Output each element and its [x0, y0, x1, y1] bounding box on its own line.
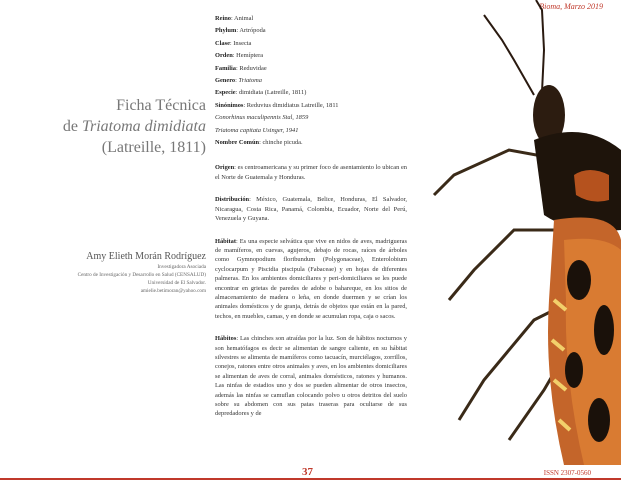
- author-university: Universidad de El Salvador.: [147, 280, 206, 286]
- author-email[interactable]: amielie.betimoran@yahoo.com: [140, 288, 206, 294]
- taxonomy-row: Clase: Insecta: [215, 39, 252, 47]
- taxonomy-row: Especie: dimidiata (Latreille, 1811): [215, 89, 307, 97]
- taxonomy-row: Reino: Animal: [215, 15, 254, 22]
- author-institution: Centro de Investigación y Desarrollo en Salud (CENSALUD): [77, 272, 206, 278]
- origin-paragraph: Origen: es centroamericana y su primer foco de asentamiento lo ubican en el Norte de Guatemala y Honduras.: [215, 164, 407, 181]
- kissing-bug-photo: [414, 0, 621, 465]
- taxonomy-row: Phylum: Artrópoda: [215, 27, 266, 35]
- insect-illustration: [414, 0, 621, 465]
- author-name: Amy Elieth Morán Rodríguez: [86, 251, 206, 262]
- title-line-1: Ficha Técnica: [116, 97, 206, 114]
- taxonomy-list: [215, 14, 407, 147]
- habits-paragraph: Hábitos: Las chinches son atraídas por la luz. Son de hábitos nocturnos y son hematófagos es decir se alimentan de sangre caliente, en su hábitat silvestres se alimenta de mamíferos como tacuacín, murciélagos, zorrillos, conejos, ratones entre otros animales y aves, en los ambientes domiciliares se alimentan de aves de corral, animales domésticos, ratones y humanos. Las ninfas de estadios uno y dos se pueden alimentar de otros insectos, además las ninfas se camuflan colocando polvo u otros detritos del suelo sobre su abdomen con sus patas traseras para ocultarse de sus depredadores y de: [215, 335, 408, 418]
- issn-label: ISSN 2307-0560: [543, 469, 591, 477]
- page-number: 37: [302, 466, 313, 478]
- taxonomy-row: Genero: Triatoma: [215, 77, 262, 85]
- taxonomy-row: Orden: Hemíptera: [215, 52, 264, 60]
- article-body: [215, 14, 407, 419]
- author-block: [78, 250, 206, 295]
- distribution-paragraph: Distribución: México, Guatemala, Belice, Honduras, El Salvador, Nicaragua, Costa Rica, Panamá, Colombia, Ecuador, Norte del Perú, Venezuela y Guyana.: [215, 196, 407, 223]
- title-line-3: (Latreille, 1811): [101, 139, 206, 156]
- title-line-2: de Triatoma dimidiata: [62, 118, 206, 135]
- synonym-row: Triatoma capitata Usinger, 1941: [215, 126, 299, 134]
- author-role: Investigadora Asociada: [157, 264, 206, 270]
- species-name: Triatoma dimidiata: [81, 118, 206, 135]
- article-title: [63, 95, 206, 158]
- journal-header: Bioma, Marzo 2019: [539, 2, 603, 11]
- taxonomy-row: Sinónimos: Reduvius dimidiatus Latreille, 1811: [215, 101, 339, 109]
- taxonomy-row: Familia: Reduvidae: [215, 64, 267, 72]
- synonym-row: Conorhinus maculipennis Stal, 1859: [215, 114, 309, 122]
- common-name-row: Nombre Común: chinche picuda.: [215, 139, 303, 147]
- habitat-paragraph: Hábitat: Es una especie selvática que vive en nidos de aves, madrigueras de mamíferos, en cuevas, agujeros, debajo de rocas, raíces de árboles como Gymnopodium floribundum (Polygonaceae), Enterolobium cyclocarpum y Piscidia piscipula (Fabaceae) y en hojas de diferentes palmeras. En los ambientes domiciliares y peri-domiciliares se les puede encontrar en grietas de paredes de adobe o bahareque, en los sitios de almacenamiento de madera o leña, en donde duermen y se crían los animales domésticos y de granja, detrás de objetos que están en la pared, techos, en muebles, camas, y en donde se acumulan ropa, caja o sacos.: [215, 237, 408, 320]
